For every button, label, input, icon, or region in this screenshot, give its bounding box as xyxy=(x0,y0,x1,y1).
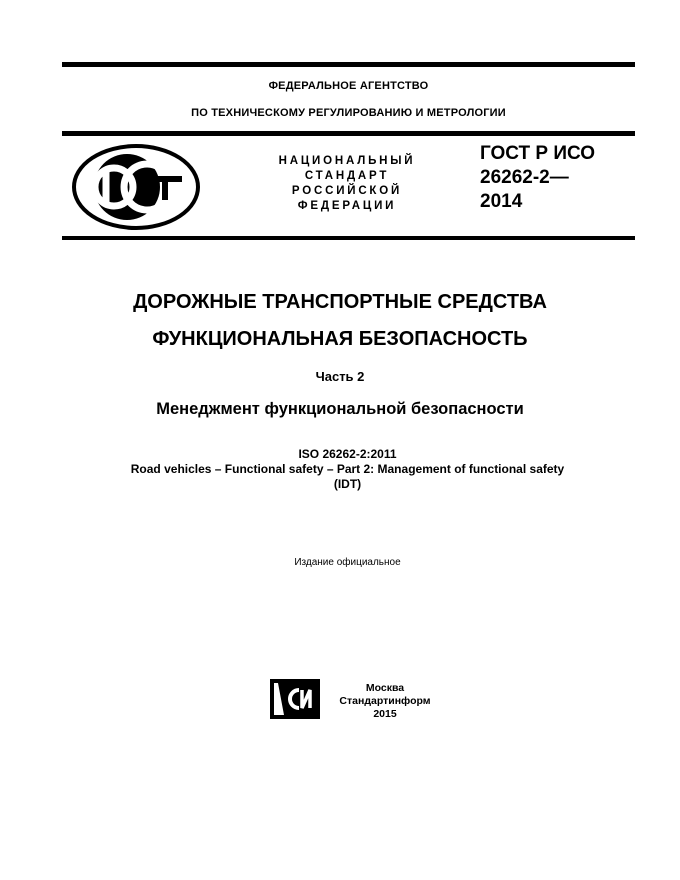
publisher-name: Стандартинформ xyxy=(339,695,431,707)
standard-type-line-2: СТАНДАРТ xyxy=(304,170,390,182)
rst-certification-mark-icon xyxy=(70,142,202,232)
edition-label: Издание официальное xyxy=(294,557,401,568)
header-rule xyxy=(62,131,635,136)
iso-english-title: Road vehicles – Functional safety – Part 2: Management of functional safety xyxy=(130,462,565,476)
top-rule xyxy=(62,62,635,67)
iso-reference xyxy=(40,447,655,492)
agency-line-1: ФЕДЕРАЛЬНОЕ АГЕНТСТВО xyxy=(268,80,429,92)
standard-type-line-3: РОССИЙСКОЙ xyxy=(291,185,403,197)
iso-number: ISO 26262-2:2011 xyxy=(298,447,397,461)
iso-identity: (IDT) xyxy=(333,477,362,491)
standard-type xyxy=(262,154,432,214)
standard-type-line-4: ФЕДЕРАЦИИ xyxy=(297,200,397,212)
agency-line-2: ПО ТЕХНИЧЕСКОМУ РЕГУЛИРОВАНИЮ И МЕТРОЛОГИИ xyxy=(191,107,506,119)
standard-code xyxy=(480,142,630,214)
publisher-info xyxy=(330,682,440,721)
standard-type-line-1: НАЦИОНАЛЬНЫЙ xyxy=(278,155,416,167)
document-subtitle: Менеджмент функциональной безопасности xyxy=(156,400,524,418)
document-title-line-2: ФУНКЦИОНАЛЬНАЯ БЕЗОПАСНОСТЬ xyxy=(152,328,528,350)
standard-code-line-3: 2014 xyxy=(480,191,523,212)
publisher-city: Москва xyxy=(365,682,405,694)
standard-code-line-1: ГОСТ Р ИСО xyxy=(480,143,596,164)
document-title-line-1: ДОРОЖНЫЕ ТРАНСПОРТНЫЕ СРЕДСТВА xyxy=(133,291,547,313)
publisher-year: 2015 xyxy=(373,708,397,720)
standard-code-line-2: 26262-2— xyxy=(480,167,569,188)
part-number: Часть 2 xyxy=(315,369,365,384)
standartinform-logo-icon xyxy=(269,678,321,720)
bottom-header-rule xyxy=(62,236,635,240)
